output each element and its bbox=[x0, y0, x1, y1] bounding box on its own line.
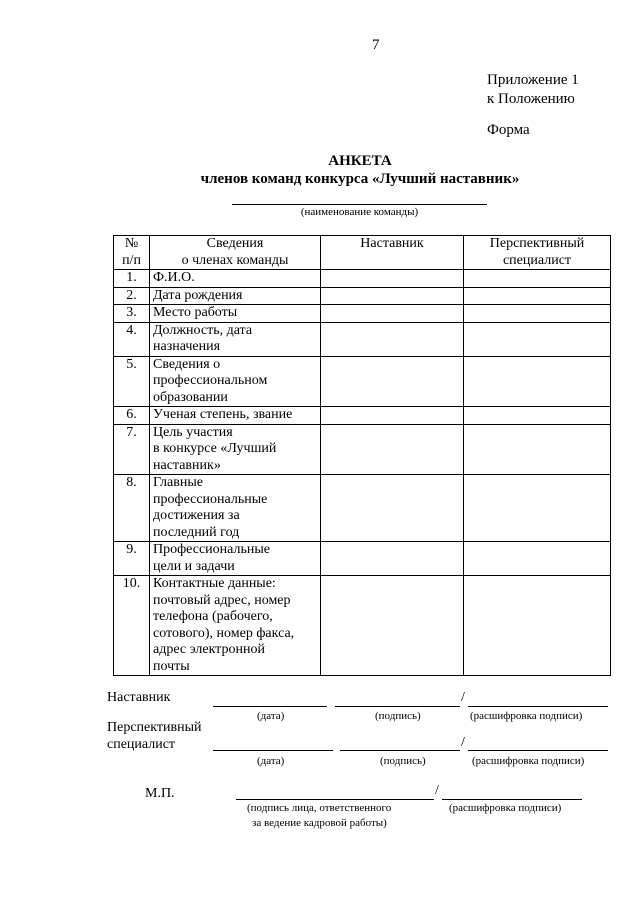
mentor-cell[interactable] bbox=[321, 322, 464, 356]
row-info bbox=[150, 322, 321, 356]
row-info bbox=[150, 542, 321, 576]
row-info-line: сотового), номер факса, bbox=[153, 625, 295, 641]
mentor-caption-decode: (расшифровка подписи) bbox=[470, 710, 583, 722]
row-info-line: Сведения о bbox=[153, 356, 221, 372]
table-header-row bbox=[114, 236, 611, 270]
row-info-line: адрес электронной bbox=[153, 642, 265, 657]
specialist-cell[interactable] bbox=[464, 287, 611, 305]
specialist-label-line2: специалист bbox=[107, 737, 176, 752]
mentor-decode-line[interactable] bbox=[468, 706, 608, 707]
row-info-line: почтовый адрес, номер bbox=[153, 592, 291, 608]
specialist-cell[interactable] bbox=[464, 270, 611, 288]
header-info-line2: о членах команды bbox=[181, 252, 289, 268]
mentor-caption-date: (дата) bbox=[257, 710, 285, 722]
mentor-cell[interactable] bbox=[321, 475, 464, 542]
specialist-label-line1: Перспективный bbox=[107, 720, 202, 735]
hr-caption-decode: (расшифровка подписи) bbox=[449, 802, 562, 814]
row-info-line: Дата рождения bbox=[153, 287, 243, 303]
mentor-caption-signature: (подпись) bbox=[375, 710, 421, 722]
team-name-caption: (наименование команды) bbox=[300, 206, 419, 218]
row-info-line: Место работы bbox=[153, 305, 238, 320]
hr-slash: / bbox=[435, 783, 439, 798]
row-number: 5. bbox=[114, 356, 150, 407]
specialist-caption-decode: (расшифровка подписи) bbox=[472, 755, 585, 767]
row-number: 3. bbox=[114, 305, 150, 323]
hr-decode-line[interactable] bbox=[442, 799, 582, 800]
mentor-signature-label: Наставник bbox=[107, 690, 171, 705]
row-number: 6. bbox=[114, 407, 150, 425]
header-number-line2: п/п bbox=[122, 252, 141, 268]
row-info-line: последний год bbox=[153, 524, 240, 540]
header-mentor-label: Наставник bbox=[360, 236, 424, 251]
table-row bbox=[114, 322, 611, 356]
row-number: 1. bbox=[114, 270, 150, 288]
hr-caption-line2: за ведение кадровой работы) bbox=[252, 817, 387, 829]
row-info bbox=[150, 270, 321, 288]
appendix-line1: Приложение 1 bbox=[487, 72, 579, 88]
mentor-cell[interactable] bbox=[321, 407, 464, 425]
row-info-line: профессиональном bbox=[153, 373, 268, 388]
row-info-line: Цель участия bbox=[153, 424, 233, 440]
mentor-date-line[interactable] bbox=[213, 706, 327, 707]
specialist-cell[interactable] bbox=[464, 305, 611, 323]
mentor-cell[interactable] bbox=[321, 270, 464, 288]
row-number: 8. bbox=[114, 475, 150, 542]
row-info bbox=[150, 287, 321, 305]
hr-signature-line[interactable] bbox=[236, 799, 434, 800]
row-info-line: профессиональные bbox=[153, 491, 268, 507]
row-info-line: Главные bbox=[153, 475, 203, 490]
table-row bbox=[114, 287, 611, 305]
mentor-cell[interactable] bbox=[321, 576, 464, 676]
header-info bbox=[150, 236, 321, 270]
mentor-cell[interactable] bbox=[321, 287, 464, 305]
table-row bbox=[114, 424, 611, 475]
table-row bbox=[114, 542, 611, 576]
row-number: 7. bbox=[114, 424, 150, 475]
header-specialist bbox=[464, 236, 611, 270]
row-info-line: Ф.И.О. bbox=[153, 270, 195, 285]
row-info-line: образовании bbox=[153, 389, 228, 405]
specialist-cell[interactable] bbox=[464, 576, 611, 676]
row-number: 2. bbox=[114, 287, 150, 305]
header-number bbox=[114, 236, 150, 270]
row-info-line: Профессиональные bbox=[153, 542, 270, 557]
document-title: АНКЕТА bbox=[328, 153, 392, 169]
row-info-line: Должность, дата bbox=[153, 322, 253, 338]
team-name-line[interactable] bbox=[232, 204, 487, 205]
row-info-line: Ученая степень, звание bbox=[153, 407, 293, 422]
row-number: 4. bbox=[114, 322, 150, 356]
mentor-cell[interactable] bbox=[321, 542, 464, 576]
mentor-cell[interactable] bbox=[321, 424, 464, 475]
hr-caption-line1: (подпись лица, ответственного bbox=[247, 802, 392, 814]
appendix-line2: к Положению bbox=[487, 91, 575, 107]
specialist-date-line[interactable] bbox=[213, 750, 333, 751]
row-info-line: Контактные данные: bbox=[153, 576, 276, 591]
row-info-line: наставник» bbox=[153, 457, 221, 473]
header-specialist-line2: специалист bbox=[502, 252, 572, 268]
specialist-slash: / bbox=[461, 735, 465, 750]
row-info-line: в конкурсе «Лучший bbox=[153, 441, 277, 456]
mentor-cell[interactable] bbox=[321, 356, 464, 407]
row-info-line: почты bbox=[153, 658, 190, 674]
row-number: 9. bbox=[114, 542, 150, 576]
table-row bbox=[114, 305, 611, 323]
specialist-caption-signature: (подпись) bbox=[380, 755, 426, 767]
mentor-slash: / bbox=[461, 690, 465, 705]
row-info bbox=[150, 305, 321, 323]
row-info-line: назначения bbox=[153, 339, 221, 354]
table-row bbox=[114, 270, 611, 288]
mentor-signature-line[interactable] bbox=[335, 706, 460, 707]
row-info bbox=[150, 356, 321, 407]
row-info bbox=[150, 424, 321, 475]
specialist-signature-line[interactable] bbox=[340, 750, 460, 751]
header-specialist-line1: Перспективный bbox=[489, 236, 585, 251]
specialist-caption-date: (дата) bbox=[257, 755, 285, 767]
row-info-line: телефона (рабочего, bbox=[153, 609, 273, 624]
row-info bbox=[150, 475, 321, 542]
mentor-cell[interactable] bbox=[321, 305, 464, 323]
row-info-line: цели и задачи bbox=[153, 558, 235, 574]
header-info-line1: Сведения bbox=[206, 236, 264, 251]
table-body bbox=[114, 270, 611, 676]
specialist-cell[interactable] bbox=[464, 322, 611, 356]
row-info bbox=[150, 576, 321, 676]
table-row bbox=[114, 407, 611, 425]
specialist-decode-line[interactable] bbox=[468, 750, 608, 751]
form-label: Форма bbox=[487, 122, 530, 138]
table-row bbox=[114, 475, 611, 542]
specialist-cell[interactable] bbox=[464, 542, 611, 576]
header-number-line1: № bbox=[124, 236, 139, 251]
row-number: 10. bbox=[114, 576, 150, 676]
stamp-label: М.П. bbox=[145, 786, 175, 801]
specialist-cell[interactable] bbox=[464, 475, 611, 542]
table-row bbox=[114, 356, 611, 407]
row-info-line: достижения за bbox=[153, 508, 240, 523]
table-row bbox=[114, 576, 611, 676]
header-mentor bbox=[321, 236, 464, 270]
specialist-cell[interactable] bbox=[464, 407, 611, 425]
specialist-cell[interactable] bbox=[464, 356, 611, 407]
page-number: 7 bbox=[372, 37, 380, 53]
document-subtitle: членов команд конкурса «Лучший наставник» bbox=[200, 171, 520, 187]
questionnaire-table bbox=[113, 235, 611, 676]
specialist-cell[interactable] bbox=[464, 424, 611, 475]
row-info bbox=[150, 407, 321, 425]
